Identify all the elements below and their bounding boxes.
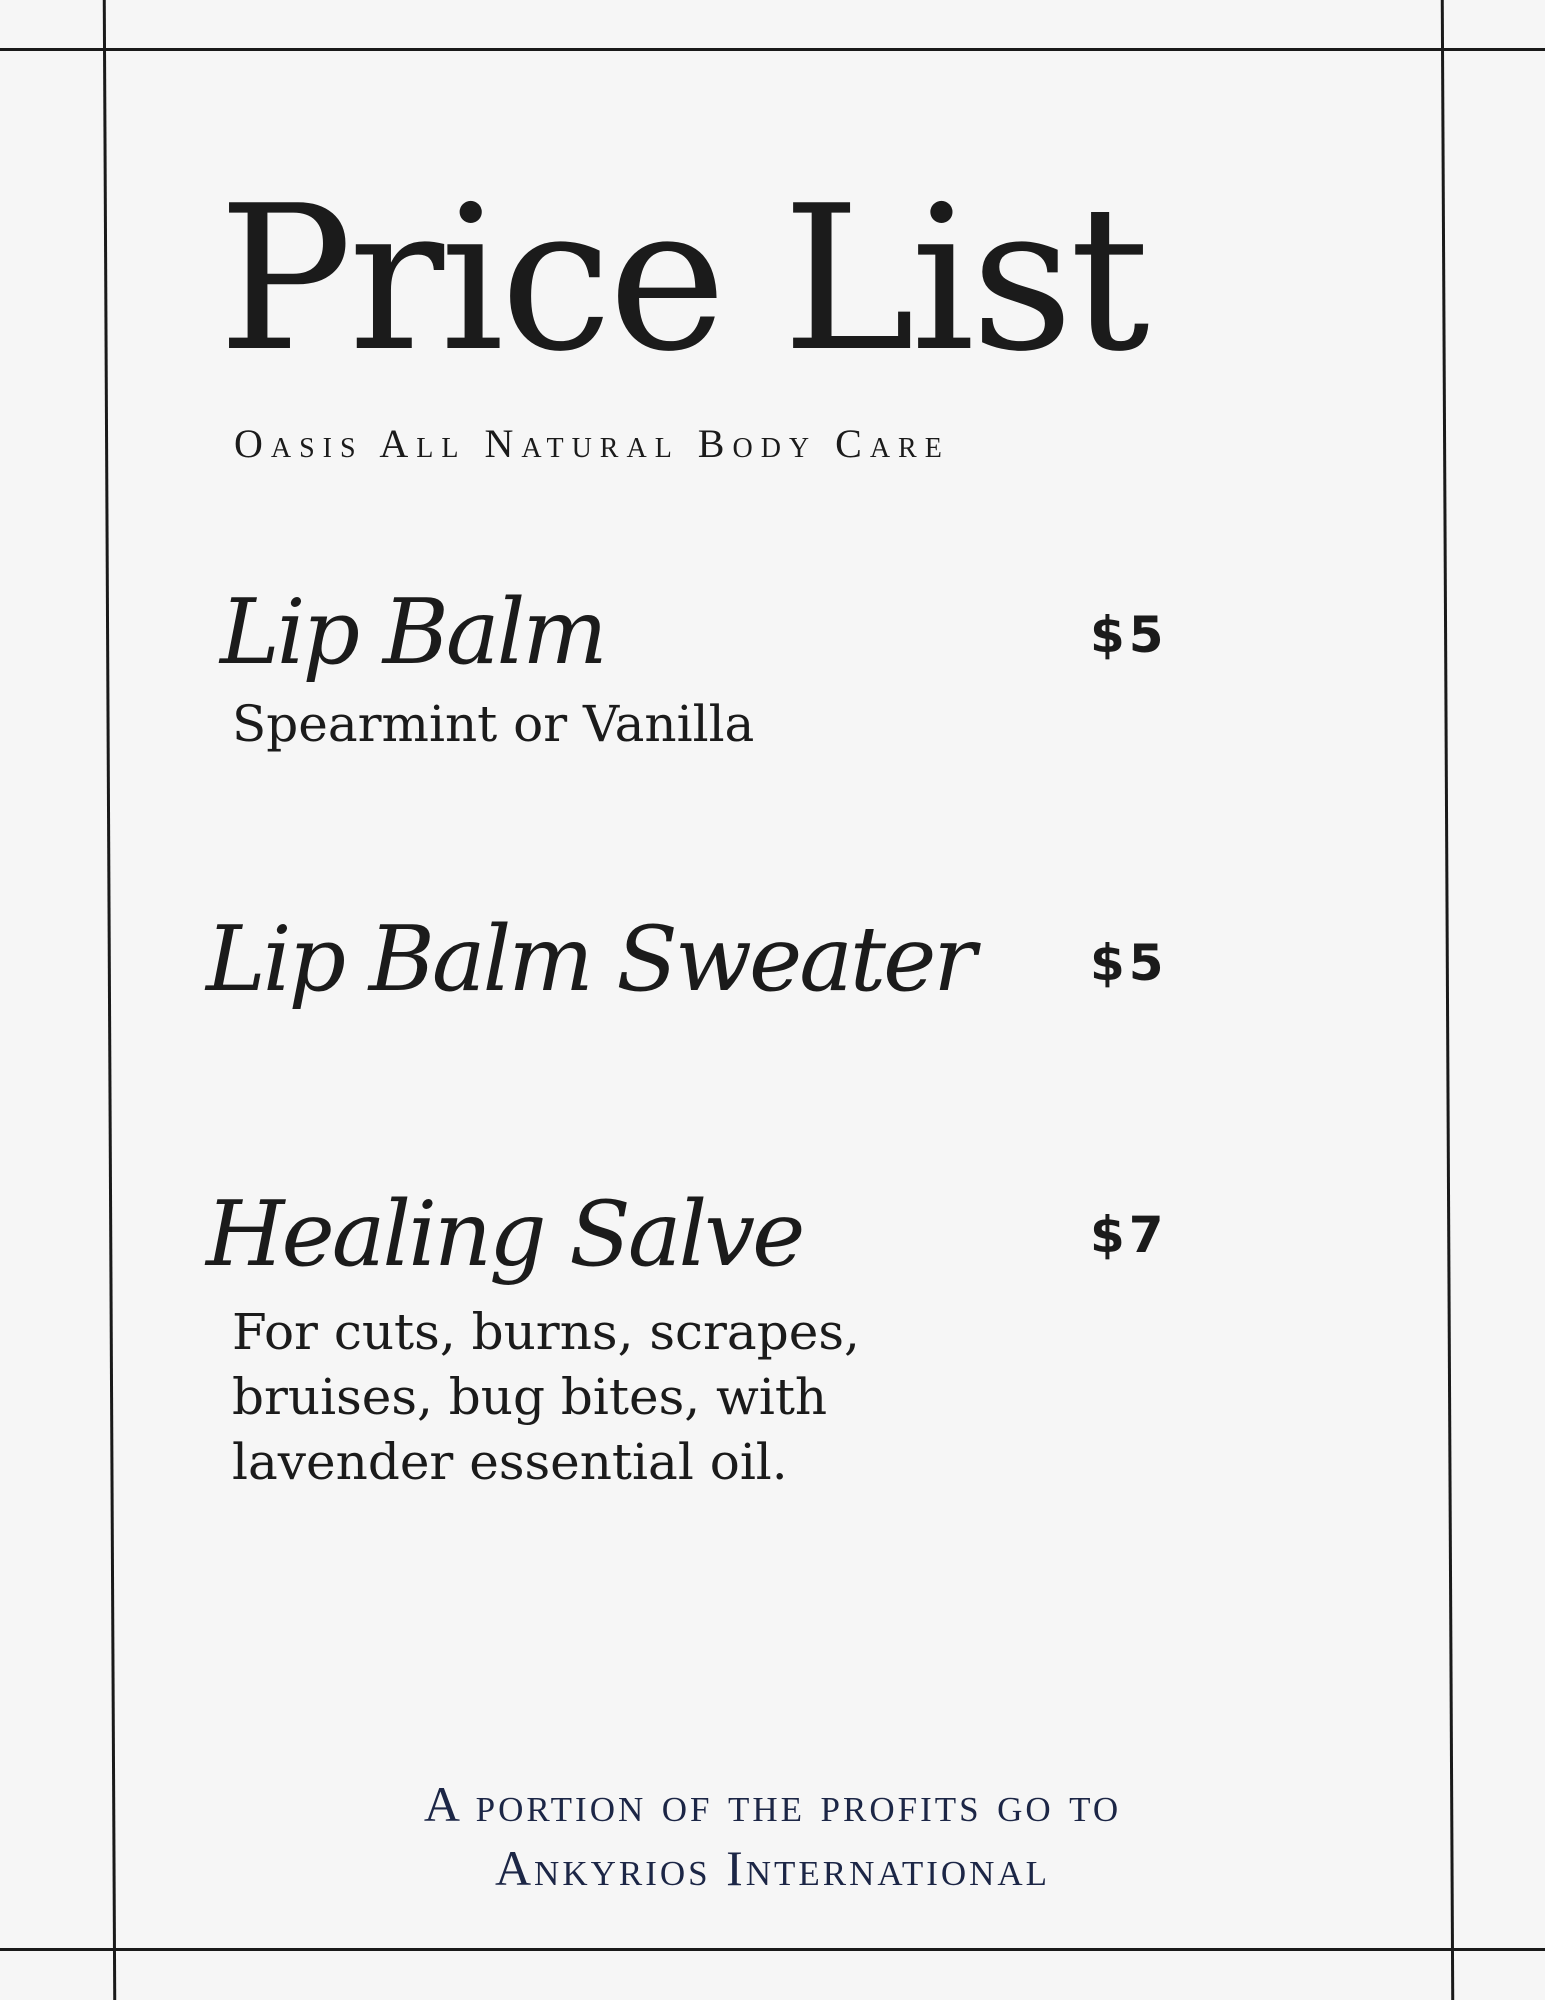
frame-line-right [1441,0,1454,2000]
item-description-lip-balm [232,692,754,757]
footer-line: Ankyrios International [494,1840,1051,1896]
item-price-healing-salve: $7 [1090,1206,1168,1264]
page-title: Price List [218,163,1146,396]
item-price-lip-balm: $5 [1090,606,1168,664]
frame-line-top [0,48,1545,51]
item-description-line: Spearmint or Vanilla [232,695,755,753]
item-description-line: lavender essential oil. [232,1433,788,1491]
frame-line-left [103,0,116,2000]
item-description-line: bruises, bug bites, with [232,1368,828,1426]
item-description-healing-salve [232,1300,860,1495]
footer-line: A portion of the profits go to [423,1776,1122,1832]
brand-subtitle: Oasis All Natural Body Care [234,421,950,466]
item-description-line: For cuts, burns, scrapes, [232,1303,860,1361]
item-name-healing-salve: Healing Salve [206,1182,803,1287]
footer-note [0,1772,1545,1900]
item-name-lip-balm-sweater: Lip Balm Sweater [206,907,974,1012]
item-price-lip-balm-sweater: $5 [1090,934,1168,992]
frame-line-bottom [0,1948,1545,1951]
item-name-lip-balm: Lip Balm [220,580,605,685]
